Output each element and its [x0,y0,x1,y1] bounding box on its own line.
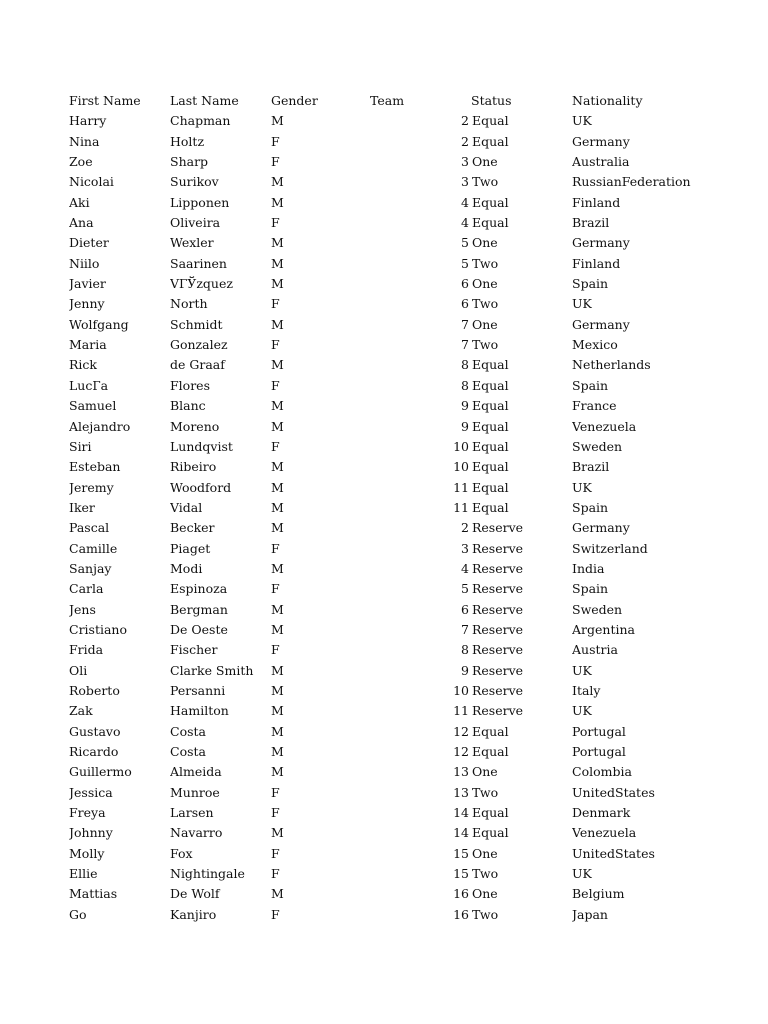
status-number-cell: 7 [461,316,469,332]
nationality-cell: Portugal [572,723,626,739]
last-name-cell: Woodford [170,479,232,495]
table-row [0,905,768,925]
first-name-cell: Javier [69,276,106,292]
last-name-cell: North [170,296,208,312]
gender-cell: M [271,662,284,678]
last-name-cell: Piaget [170,540,211,556]
status-word-cell: Equal [472,418,509,434]
gender-cell: M [271,682,284,698]
last-name-cell: Oliveira [170,215,221,231]
gender-cell: F [271,438,280,454]
status-number-cell: 5 [461,255,469,271]
first-name-cell: Jens [69,601,96,617]
last-name-cell: Persanni [170,682,226,698]
status-word-cell: Equal [472,398,509,414]
status-number-cell: 14 [453,805,469,821]
last-name-cell: Navarro [170,825,223,841]
first-name-cell: Carla [69,581,104,597]
first-name-cell: Alejandro [69,418,131,434]
gender-cell: M [271,499,284,515]
status-word-cell: Reserve [472,682,524,698]
table-row [0,884,768,904]
last-name-cell: Munroe [170,784,220,800]
table-row [0,213,768,233]
nationality-cell: UK [572,703,592,719]
first-name-cell: Cristiano [69,621,128,637]
first-name-cell: Dieter [69,235,109,251]
header-nationality: Nationality [572,93,643,108]
status-number-cell: 7 [461,621,469,637]
first-name-cell: Jessica [69,784,113,800]
status-word-cell: Equal [472,113,509,129]
last-name-cell: Fischer [170,642,218,658]
status-number-cell: 11 [453,499,469,515]
last-name-cell: Espinoza [170,581,228,597]
gender-cell: F [271,805,280,821]
status-word-cell: Two [472,866,499,882]
last-name-cell: Lundqvist [170,438,233,454]
first-name-cell: Oli [69,662,88,678]
status-word-cell: Equal [472,825,509,841]
table-row [0,722,768,742]
nationality-cell: Spain [572,499,609,515]
status-number-cell: 13 [453,784,469,800]
table-row [0,193,768,213]
first-name-cell: Maria [69,337,107,353]
table-row [0,600,768,620]
first-name-cell: Wolfgang [69,316,129,332]
status-word-cell: Reserve [472,581,524,597]
nationality-cell: UnitedStates [572,845,655,861]
gender-cell: M [271,316,284,332]
first-name-cell: Nina [69,133,100,149]
status-number-cell: 15 [453,866,469,882]
gender-cell: M [271,723,284,739]
gender-cell: F [271,154,280,170]
first-name-cell: Roberto [69,682,120,698]
first-name-cell: Mattias [69,886,118,902]
nationality-cell: UK [572,479,592,495]
first-name-cell: Jeremy [69,479,114,495]
last-name-cell: Nightingale [170,866,245,882]
nationality-cell: India [572,560,605,576]
last-name-cell: Kanjiro [170,906,217,922]
last-name-cell: Moreno [170,418,220,434]
status-word-cell: Equal [472,459,509,475]
last-name-cell: Larsen [170,805,214,821]
last-name-cell: Surikov [170,174,219,190]
last-name-cell: Fox [170,845,193,861]
first-name-cell: Zoe [69,154,93,170]
first-name-cell: Ricardo [69,744,119,759]
table-row [0,111,768,131]
first-name-cell: Ellie [69,866,98,882]
first-name-cell: Johnny [69,825,113,841]
status-word-cell: Reserve [472,540,524,556]
nationality-cell: Finland [572,194,621,210]
nationality-cell: Switzerland [572,540,648,556]
status-number-cell: 8 [461,357,469,373]
gender-cell: F [271,642,280,658]
gender-cell: M [271,113,284,129]
gender-cell: F [271,377,280,393]
nationality-cell: RussianFederation [572,174,691,190]
status-word-cell: Reserve [472,642,524,658]
nationality-cell: Sweden [572,601,623,617]
first-name-cell: Guillermo [69,764,132,780]
nationality-cell: Spain [572,276,609,292]
header-row [0,91,768,111]
nationality-cell: Venezuela [572,825,637,841]
gender-cell: M [271,194,284,210]
last-name-cell: Schmidt [170,316,223,332]
table-row [0,783,768,803]
first-name-cell: Gustavo [69,723,121,739]
table-row [0,254,768,274]
first-name-cell: Frida [69,642,104,658]
last-name-cell: Bergman [170,601,228,617]
gender-cell: M [271,276,284,292]
last-name-cell: Chapman [170,113,231,129]
status-number-cell: 3 [461,174,469,190]
first-name-cell: Nicolai [69,174,114,190]
table-row [0,762,768,782]
status-word-cell: Equal [472,377,509,393]
first-name-cell: Siri [69,438,92,454]
status-number-cell: 14 [453,825,469,841]
last-name-cell: Modi [170,560,203,576]
status-number-cell: 4 [461,194,469,210]
first-name-cell: Go [69,906,87,922]
status-word-cell: Reserve [472,601,524,617]
nationality-cell: Austria [572,642,618,658]
nationality-cell: UK [572,662,592,678]
status-number-cell: 9 [461,398,469,414]
first-name-cell: Esteban [69,459,121,475]
last-name-cell: Gonzalez [170,337,228,353]
status-word-cell: One [472,235,498,251]
nationality-cell: Venezuela [572,418,637,434]
status-number-cell: 8 [461,642,469,658]
nationality-cell: Finland [572,255,621,271]
status-word-cell: Two [472,255,499,271]
status-word-cell: Equal [472,723,509,739]
header-last-name: Last Name [170,93,239,108]
table-row [0,355,768,375]
table-row [0,803,768,823]
table-row [0,864,768,884]
first-name-cell: Jenny [69,296,105,312]
status-number-cell: 11 [453,479,469,495]
last-name-cell: Sharp [170,154,209,170]
table-row [0,274,768,294]
nationality-cell: Germany [572,520,630,536]
last-name-cell: Holtz [170,133,205,149]
header-team: Team [370,93,405,108]
status-number-cell: 2 [461,133,469,149]
first-name-cell: Rick [69,357,97,373]
gender-cell: M [271,560,284,576]
status-number-cell: 4 [461,560,469,576]
table-row [0,661,768,681]
status-word-cell: Reserve [472,520,524,536]
first-name-cell: Zak [69,703,93,719]
gender-cell: M [271,459,284,475]
last-name-cell: VГЎzquez [170,276,233,292]
status-word-cell: Two [472,337,499,353]
first-name-cell: Ana [69,215,94,231]
status-number-cell: 2 [461,113,469,129]
gender-cell: M [271,357,284,373]
table-row [0,478,768,498]
status-word-cell: One [472,886,498,902]
status-word-cell: One [472,276,498,292]
status-number-cell: 9 [461,662,469,678]
first-name-cell: Pascal [69,520,110,536]
first-name-cell: LucГa [69,377,109,393]
table-row [0,294,768,314]
nationality-cell: Denmark [572,805,631,821]
status-word-cell: Equal [472,194,509,210]
status-number-cell: 9 [461,418,469,434]
status-number-cell: 3 [461,540,469,556]
nationality-cell: Germany [572,235,630,251]
table-row [0,742,768,762]
status-number-cell: 6 [461,276,469,292]
status-number-cell: 4 [461,215,469,231]
nationality-cell: Mexico [572,337,618,353]
gender-cell: M [271,886,284,902]
last-name-cell: de Graaf [170,357,225,373]
status-number-cell: 15 [453,845,469,861]
table-row [0,132,768,152]
status-word-cell: Equal [472,479,509,495]
status-number-cell: 3 [461,154,469,170]
status-word-cell: Equal [472,744,509,759]
nationality-cell: Belgium [572,886,625,902]
nationality-cell: UnitedStates [572,784,655,800]
last-name-cell: Costa [170,723,206,739]
gender-cell: F [271,784,280,800]
status-number-cell: 7 [461,337,469,353]
gender-cell: M [271,479,284,495]
status-word-cell: Reserve [472,560,524,576]
status-word-cell: Two [472,784,499,800]
status-word-cell: One [472,316,498,332]
status-word-cell: Equal [472,805,509,821]
status-number-cell: 6 [461,601,469,617]
table-row [0,376,768,396]
gender-cell: F [271,215,280,231]
nationality-cell: Sweden [572,438,623,454]
table-row [0,498,768,518]
nationality-cell: Brazil [572,459,610,475]
nationality-cell: Brazil [572,215,610,231]
table-row [0,579,768,599]
status-word-cell: Equal [472,499,509,515]
nationality-cell: Germany [572,133,630,149]
nationality-cell: Japan [572,906,608,922]
table-row [0,315,768,335]
gender-cell: F [271,581,280,597]
gender-cell: F [271,540,280,556]
first-name-cell: Niilo [69,255,100,271]
first-name-cell: Samuel [69,398,117,414]
status-word-cell: One [472,845,498,861]
table-row [0,823,768,843]
nationality-cell: Argentina [572,621,635,637]
nationality-cell: Netherlands [572,357,651,373]
last-name-cell: Becker [170,520,215,536]
gender-cell: F [271,337,280,353]
nationality-cell: Australia [572,154,630,170]
table-row [0,844,768,864]
status-word-cell: Equal [472,438,509,454]
gender-cell: M [271,601,284,617]
table-row [0,233,768,253]
last-name-cell: De Oeste [170,621,228,637]
gender-cell: F [271,866,280,882]
nationality-cell: UK [572,866,592,882]
status-word-cell: Equal [472,133,509,149]
status-word-cell: Two [472,174,499,190]
last-name-cell: Costa [170,744,206,759]
table-row [0,518,768,538]
table-row [0,701,768,721]
status-word-cell: One [472,154,498,170]
status-number-cell: 12 [453,723,469,739]
table-row [0,172,768,192]
last-name-cell: De Wolf [170,886,220,902]
first-name-cell: Aki [69,194,90,210]
gender-cell: M [271,621,284,637]
last-name-cell: Flores [170,377,210,393]
nationality-cell: Portugal [572,744,626,759]
last-name-cell: Wexler [170,235,214,251]
status-number-cell: 2 [461,520,469,536]
status-number-cell: 16 [453,906,469,922]
gender-cell: F [271,133,280,149]
nationality-cell: Germany [572,316,630,332]
status-number-cell: 13 [453,764,469,780]
header-status: Status [471,93,512,108]
nationality-cell: UK [572,296,592,312]
table-row [0,152,768,172]
last-name-cell: Clarke Smith [170,662,254,678]
header-gender: Gender [271,93,318,108]
table-row [0,681,768,701]
status-number-cell: 8 [461,377,469,393]
table-row [0,437,768,457]
gender-cell: M [271,174,284,190]
gender-cell: M [271,520,284,536]
status-word-cell: Two [472,296,499,312]
status-number-cell: 16 [453,886,469,902]
table-row [0,335,768,355]
gender-cell: M [271,703,284,719]
gender-cell: M [271,744,284,759]
table-row [0,417,768,437]
last-name-cell: Hamilton [170,703,229,719]
first-name-cell: Harry [69,113,107,129]
status-word-cell: Equal [472,215,509,231]
status-word-cell: Two [472,906,499,922]
gender-cell: F [271,296,280,312]
gender-cell: M [271,825,284,841]
status-number-cell: 10 [453,438,469,454]
status-number-cell: 11 [453,703,469,719]
first-name-cell: Camille [69,540,118,556]
first-name-cell: Iker [69,499,95,515]
gender-cell: M [271,418,284,434]
roster-table [0,91,768,925]
status-word-cell: Reserve [472,703,524,719]
table-row [0,539,768,559]
gender-cell: M [271,255,284,271]
header-first-name: First Name [69,93,141,108]
nationality-cell: France [572,398,617,414]
last-name-cell: Blanc [170,398,206,414]
gender-cell: F [271,906,280,922]
table-row [0,457,768,477]
gender-cell: M [271,235,284,251]
table-row [0,640,768,660]
gender-cell: F [271,845,280,861]
last-name-cell: Almeida [170,764,222,780]
table-row [0,559,768,579]
last-name-cell: Vidal [170,499,203,515]
first-name-cell: Freya [69,805,106,821]
table-row [0,396,768,416]
first-name-cell: Molly [69,845,105,861]
nationality-cell: Spain [572,377,609,393]
last-name-cell: Saarinen [170,255,227,271]
status-number-cell: 10 [453,682,469,698]
status-number-cell: 5 [461,235,469,251]
status-word-cell: Equal [472,357,509,373]
nationality-cell: Italy [572,682,601,698]
gender-cell: M [271,398,284,414]
gender-cell: M [271,764,284,780]
nationality-cell: UK [572,113,592,129]
first-name-cell: Sanjay [69,560,112,576]
nationality-cell: Spain [572,581,609,597]
status-number-cell: 5 [461,581,469,597]
status-number-cell: 6 [461,296,469,312]
status-word-cell: One [472,764,498,780]
status-word-cell: Reserve [472,662,524,678]
nationality-cell: Colombia [572,764,632,780]
status-number-cell: 12 [453,744,469,759]
last-name-cell: Ribeiro [170,459,217,475]
table-row [0,620,768,640]
status-number-cell: 10 [453,459,469,475]
table-body [0,111,768,925]
status-word-cell: Reserve [472,621,524,637]
last-name-cell: Lipponen [170,194,230,210]
